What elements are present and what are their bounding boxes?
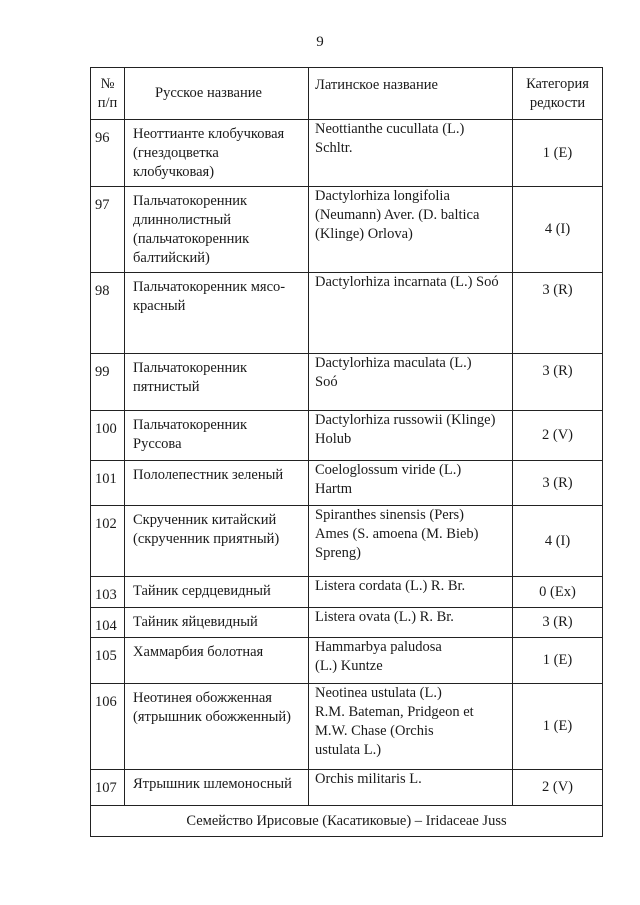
row-category: 3 (R)	[513, 461, 603, 506]
row-latin-name: Neotinea ustulata (L.) R.M. Bateman, Pridgeon et M.W. Chase (Orchis ustulata L.)	[309, 684, 513, 770]
family-heading: Семейство Ирисовые (Касатиковые) – Iridaceae Juss	[91, 806, 603, 837]
row-russian-name: Пальчатокоренник Руссова	[125, 411, 309, 461]
header-num: № п/п	[91, 68, 125, 120]
row-russian-name: Неоттианте клобучковая (гнездоцветка клобучковая)	[125, 120, 309, 187]
family-row	[91, 806, 603, 837]
row-category: 2 (V)	[513, 411, 603, 461]
row-category: 2 (V)	[513, 770, 603, 806]
row-category: 3 (R)	[513, 273, 603, 354]
row-category: 4 (I)	[513, 187, 603, 273]
row-num: 101	[91, 461, 125, 506]
row-latin-name: Listera cordata (L.) R. Br.	[309, 577, 513, 608]
table-row	[91, 354, 603, 411]
row-russian-name: Тайник яйцевидный	[125, 608, 309, 638]
row-russian-name: Пальчатокоренник пятнистый	[125, 354, 309, 411]
row-latin-name: Coeloglossum viride (L.) Hartm	[309, 461, 513, 506]
row-russian-name: Скрученник китайский (скрученник приятный)	[125, 506, 309, 577]
table-row	[91, 273, 603, 354]
row-num: 107	[91, 770, 125, 806]
table-row	[91, 187, 603, 273]
row-num: 96	[91, 120, 125, 187]
table-row	[91, 577, 603, 608]
table-row	[91, 770, 603, 806]
row-latin-name: Dactylorhiza russowii (Klinge) Holub	[309, 411, 513, 461]
row-latin-name: Dactylorhiza maculata (L.) Soó	[309, 354, 513, 411]
row-latin-name: Listera ovata (L.) R. Br.	[309, 608, 513, 638]
row-num: 104	[91, 608, 125, 638]
row-num: 105	[91, 638, 125, 684]
row-category: 3 (R)	[513, 354, 603, 411]
row-russian-name: Ятрышник шлемоносный	[125, 770, 309, 806]
header-latin: Латинское название	[309, 68, 513, 120]
row-category: 1 (E)	[513, 684, 603, 770]
table-header-row	[91, 68, 603, 120]
row-russian-name: Пальчатокоренник длиннолистный (пальчатокоренник балтийский)	[125, 187, 309, 273]
row-num: 99	[91, 354, 125, 411]
row-category: 4 (I)	[513, 506, 603, 577]
row-num: 103	[91, 577, 125, 608]
row-latin-name: Dactylorhiza incarnata (L.) Soó	[309, 273, 513, 354]
row-russian-name: Неотинея обожженная (ятрышник обожженный)	[125, 684, 309, 770]
row-num: 98	[91, 273, 125, 354]
row-russian-name: Пололепестник зеленый	[125, 461, 309, 506]
row-latin-name: Dactylorhiza longifolia (Neumann) Aver. (D. baltica (Klinge) Orlova)	[309, 187, 513, 273]
table-row	[91, 411, 603, 461]
row-latin-name: Orchis militaris L.	[309, 770, 513, 806]
row-category: 1 (E)	[513, 120, 603, 187]
row-latin-name: Hammarbya paludosa (L.) Kuntze	[309, 638, 513, 684]
table-row	[91, 506, 603, 577]
row-num: 100	[91, 411, 125, 461]
header-russian: Русское название	[125, 68, 309, 120]
row-latin-name: Spiranthes sinensis (Pers) Ames (S. amoena (M. Bieb) Spreng)	[309, 506, 513, 577]
row-latin-name: Neottianthe cucullata (L.) Schltr.	[309, 120, 513, 187]
species-table	[90, 67, 603, 837]
table-row	[91, 638, 603, 684]
row-num: 102	[91, 506, 125, 577]
row-russian-name: Тайник сердцевидный	[125, 577, 309, 608]
table-row	[91, 120, 603, 187]
row-num: 106	[91, 684, 125, 770]
row-num: 97	[91, 187, 125, 273]
row-category: 3 (R)	[513, 608, 603, 638]
table-row	[91, 684, 603, 770]
table-row	[91, 608, 603, 638]
row-russian-name: Хаммарбия болотная	[125, 638, 309, 684]
table-row	[91, 461, 603, 506]
row-russian-name: Пальчатокоренник мясо- красный	[125, 273, 309, 354]
page-number: 9	[316, 34, 324, 50]
header-category: Категория редкости	[513, 68, 603, 120]
row-category: 1 (E)	[513, 638, 603, 684]
row-category: 0 (Ex)	[513, 577, 603, 608]
